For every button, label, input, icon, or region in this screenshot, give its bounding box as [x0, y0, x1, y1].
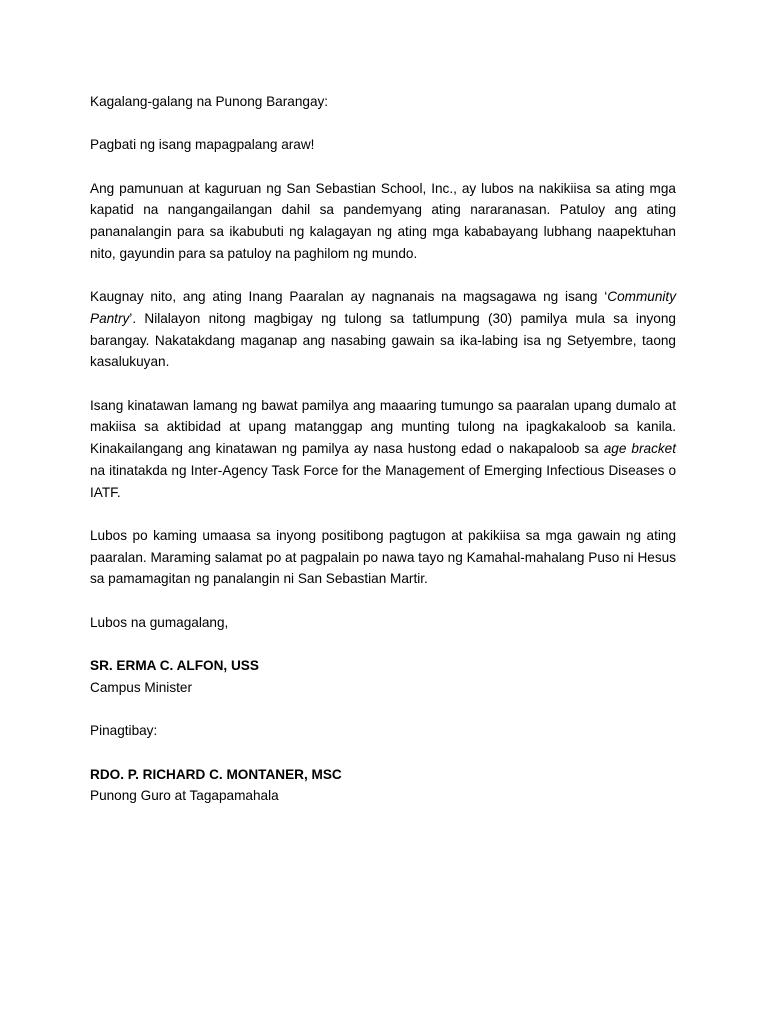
community-pantry-emphasis: Community Pantry	[90, 289, 676, 326]
letter-body	[90, 91, 676, 829]
paragraph-1: Ang pamunuan at kaguruan ng San Sebastian School, Inc., ay lubos na nakikiisa sa ating mga kapatid na nangangailangan dahil sa pandemyang ating nararanasan. Patuloy ang ating pananalangin para sa ikabubuti ng kalagayan ng ating mga kababayang lubhang naapektuhan nito, gayundin para sa patuloy na paghilom ng mundo.	[90, 180, 676, 261]
closing: Lubos na gumagalang,	[90, 614, 229, 630]
paragraph-3-text-after: na itinatakda ng Inter-Agency Task Force for the Management of Emerging Infectious Diseases o IATF.	[90, 462, 676, 500]
paragraph-3-text-before: Isang kinatawan lamang ng bawat pamilya ang maaaring tumungo sa paaralan upang dumalo at makiisa sa aktibidad at upang matanggap ang munting tulong na ipagkakaloob sa kanila. Kinakailangang ang kinatawan ng pamilya ay nasa hustong edad o nakapaloob sa	[90, 397, 676, 457]
signatory-1-name: SR. ERMA C. ALFON, USS	[90, 658, 259, 674]
greeting: Pagbati ng isang mapagpalang araw!	[90, 137, 315, 153]
age-bracket-emphasis: age bracket	[603, 441, 676, 457]
paragraph-4: Lubos po kaming umaasa sa inyong positibong pagtugon at pakikiisa sa mga gawain ng ating paaralan. Maraming salamat po at pagpalain po nawa tayo ng Kamahal-mahalang Puso ni Hesus sa pamamagitan ng panalangin ni San Sebastian Martir.	[90, 527, 676, 587]
paragraph-3	[90, 395, 676, 504]
signature-block-1	[90, 655, 676, 698]
paragraph-2	[90, 286, 676, 373]
approval-label: Pinagtibay:	[90, 723, 158, 739]
signatory-2-name: RDO. P. RICHARD C. MONTANER, MSC	[90, 766, 342, 782]
signature-block-2	[90, 764, 676, 807]
paragraph-2-text-before: Kaugnay nito, ang ating Inang Paaralan ay nagnanais na magsagawa ng isang ‘	[90, 289, 608, 305]
salutation: Kagalang-galang na Punong Barangay:	[90, 94, 329, 109]
signatory-1-title: Campus Minister	[90, 679, 192, 695]
paragraph-2-text-after: ’. Nilalayon nitong magbigay ng tulong sa tatlumpung (30) pamilya mula sa inyong barangay. Nakatakdang maganap ang nasabing gawain sa ika-labing isa ng Setyembre, taong kasalukuyan.	[90, 310, 676, 370]
signatory-2-title: Punong Guro at Tagapamahala	[90, 788, 279, 804]
